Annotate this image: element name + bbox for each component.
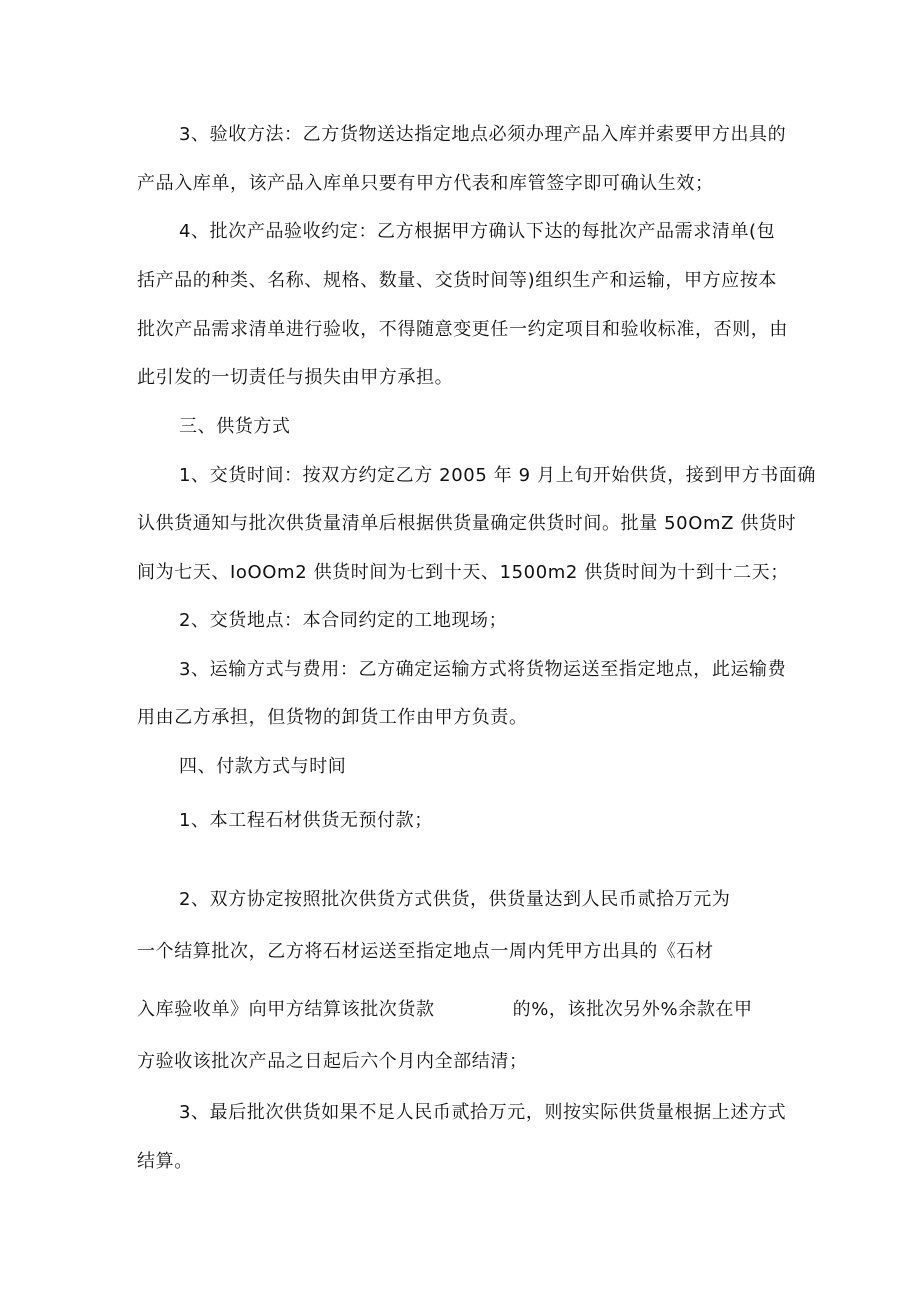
para-line-12: 3、运输方式与费用：乙方确定运输方式将货物运送至指定地点，此运输费 bbox=[179, 659, 787, 680]
para-line-5: 批次产品需求清单进行验收，不得随意变更任一约定项目和验收标准，否则，由 bbox=[137, 319, 788, 340]
para-line-8: 1、交货时间：按双方约定乙方 2005 年 9 月上旬开始供货，接到甲方书面确 bbox=[179, 465, 816, 486]
para-line-20: 3、最后批次供货如果不足人民币贰拾万元，则按实际供货量根据上述方式 bbox=[179, 1102, 787, 1123]
para-line-15: 1、本工程石材供货无预付款； bbox=[179, 810, 433, 831]
para-line-1: 3、验收方法：乙方货物送达指定地点必须办理产品入库并索要甲方出具的 bbox=[179, 124, 787, 145]
para-line-16: 2、双方协定按照批次供货方式供货，供货量达到人民币贰拾万元为 bbox=[179, 889, 731, 910]
para-line-2: 产品入库单，该产品入库单只要有甲方代表和库管签字即可确认生效； bbox=[137, 173, 714, 194]
para-line-9: 认供货通知与批次供货量清单后根据供货量确定供货时间。批量 50OmZ 供货时 bbox=[137, 513, 797, 534]
para-line-18 bbox=[137, 998, 753, 1022]
para-line-21: 结算。 bbox=[137, 1151, 193, 1172]
para-line-11: 2、交货地点：本合同约定的工地现场； bbox=[179, 610, 508, 631]
para-line-13: 用由乙方承担，但货物的卸货工作由甲方负责。 bbox=[137, 707, 528, 728]
para-line-17: 一个结算批次，乙方将石材运送至指定地点一周内凭甲方出具的《石材 bbox=[137, 941, 714, 962]
para-line-6: 此引发的一切责任与损失由甲方承担。 bbox=[137, 367, 454, 388]
para-line-4: 括产品的种类、名称、规格、数量、交货时间等)组织生产和运输，甲方应按本 bbox=[137, 270, 778, 291]
para-line-3: 4、批次产品验收约定：乙方根据甲方确认下达的每批次产品需求清单(包 bbox=[179, 221, 776, 242]
para-line-18-part-2: 的%，该批次另外%余款在甲 bbox=[512, 999, 753, 1020]
section-heading-payment: 四、付款方式与时间 bbox=[179, 756, 347, 777]
para-line-18-part-1: 入库验收单》向甲方结算该批次货款 bbox=[137, 999, 435, 1020]
para-line-19: 方验收该批次产品之日起后六个月内全部结清； bbox=[137, 1051, 528, 1072]
para-line-10: 间为七天、IoOOm2 供货时间为七到十天、1500m2 供货时间为十到十二天； bbox=[137, 562, 789, 583]
section-heading-supply: 三、供货方式 bbox=[179, 416, 291, 437]
